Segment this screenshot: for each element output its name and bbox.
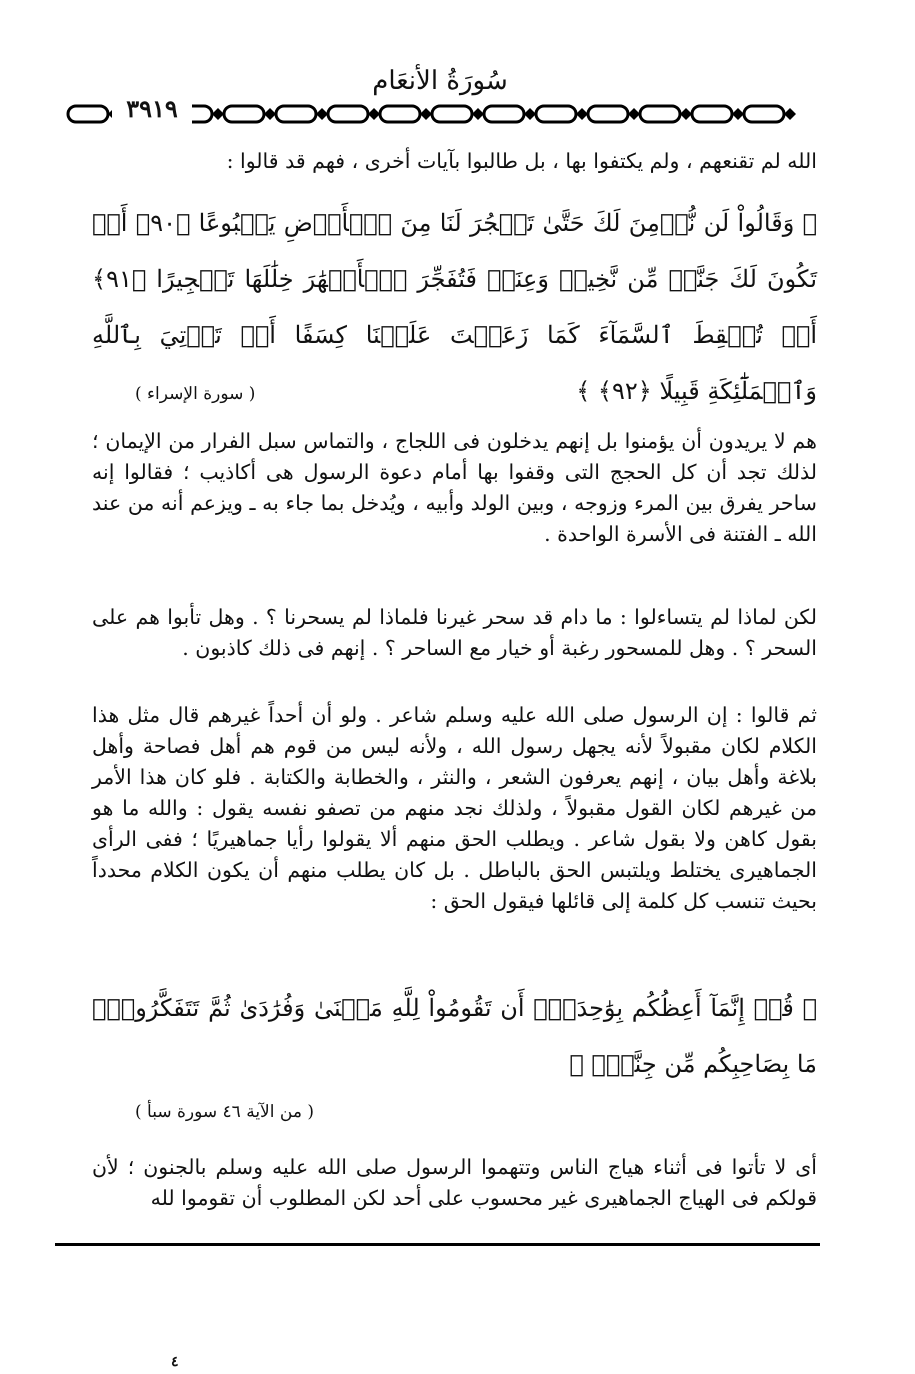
bottom-mark: ٤ bbox=[171, 1354, 179, 1370]
paragraph-3: ثم قالوا : إن الرسول صلى الله عليه وسلم شاعر . ولو أن أحداً غيرهم قال مثل هذا الكلام لكان مقبولاً لأنه يجهل رسول الله ، ولأنه ليس من قوم هم أهل فصاحة وأهل بلاغة وأهل بيان ، إنهم يعرفون الشعر ، والنثر ، والخطابة والكتابة . فلو كان هذا الأمر من غيرهم لكان القول مقبولاً ، ولذلك نجد منهم من تصفو نفسه يقول : والله ما هو بقول كاهن ولا بقول شاعر . ويطلب الحق منهم ألا يقولوا رأيا جماهيريًا ؛ ففى الرأى الجماهيرى يختلط ويلتبس الحق بالباطل . بل كان يطلب منهم أن يكون الكلام محدداً بحيث تنسب كل كلمة إلى قائلها فيقول الحق : bbox=[92, 703, 817, 913]
paragraph-4: أى لا تأتوا فى أثناء هياج الناس وتتهموا الرسول صلى الله عليه وسلم بالجنون ؛ لأن قولكم فى الهياج الجماهيرى غير محسوب على أحد لكن المطلوب أن تقوموا لله bbox=[92, 1155, 817, 1210]
surah-title: سُورَةُ الأنعَام bbox=[372, 66, 508, 96]
footer-rule bbox=[55, 1243, 820, 1246]
quran-verse-israa: ﴿ وَقَالُواْ لَن نُّؤۡمِنَ لَكَ حَتَّىٰ تَفۡجُرَ لَنَا مِنَ ٱلۡأَرۡضِ يَنۢبُوعًا ﴿٩٠﴾ أَوۡ تَكُونَ لَكَ جَنَّةٞ مِّن نَّخِيلٖ وَعِنَبٖ فَتُفَجِّرَ ٱلۡأَنۡهَٰرَ خِلَٰلَهَا تَفۡجِيرًا ﴿٩١﴾ أَوۡ تُسۡقِطَ ٱلسَّمَآءَ كَمَا زَعَمۡتَ عَلَيۡنَا كِسَفًا أَوۡ تَأۡتِيَ بِٱللَّهِ وَٱلۡمَلَٰٓئِكَةِ قَبِيلًا ﴿٩٢﴾ ﴾ bbox=[92, 209, 817, 405]
page-number: ٣٩١٩ bbox=[112, 92, 192, 126]
verse-reference-israa: ( سورة الإسراء ) bbox=[135, 384, 256, 404]
quran-verse-saba: ﴿ قُلۡ إِنَّمَآ أَعِظُكُم بِوَٰحِدَةٍۖ أَن تَقُومُواْ لِلَّهِ مَثۡنَىٰ وَفُرَٰدَىٰ ثُمَّ تَتَفَكَّرُواْۚ مَا بِصَاحِبِكُم مِّن جِنَّةٍۚ ﴾ bbox=[92, 994, 817, 1078]
intro-line: الله لم تقنعهم ، ولم يكتفوا بها ، بل طالبوا بآيات أخرى ، فهم قد قالوا : bbox=[226, 149, 817, 173]
paragraph-1: هم لا يريدون أن يؤمنوا بل إنهم يدخلون فى اللجاج ، والتماس سبل الفرار من الإيمان ؛ لذلك تجد أن كل الحجج التى وقفوا بها أمام دعوة الرسول هى أكاذيب ؛ فقالوا إنه ساحر يفرق بين المرء وزوجه ، وبين الولد وأبيه ، ويُدخل بما جاء به ـ ويزعم أنه من عند الله ـ الفتنة فى الأسرة الواحدة . bbox=[92, 429, 817, 546]
verse-reference-saba: ( من الآية ٤٦ سورة سبأ ) bbox=[135, 1102, 314, 1122]
paragraph-2: لكن لماذا لم يتساءلوا : ما دام قد سحر غيرنا فلماذا لم يسحرنا ؟ . وهل تأبوا هم على السحر ؟ . وهل للمسحور رغبة أو خيار مع الساحر ؟ . إنهم فى ذلك كاذبون . bbox=[92, 605, 817, 660]
